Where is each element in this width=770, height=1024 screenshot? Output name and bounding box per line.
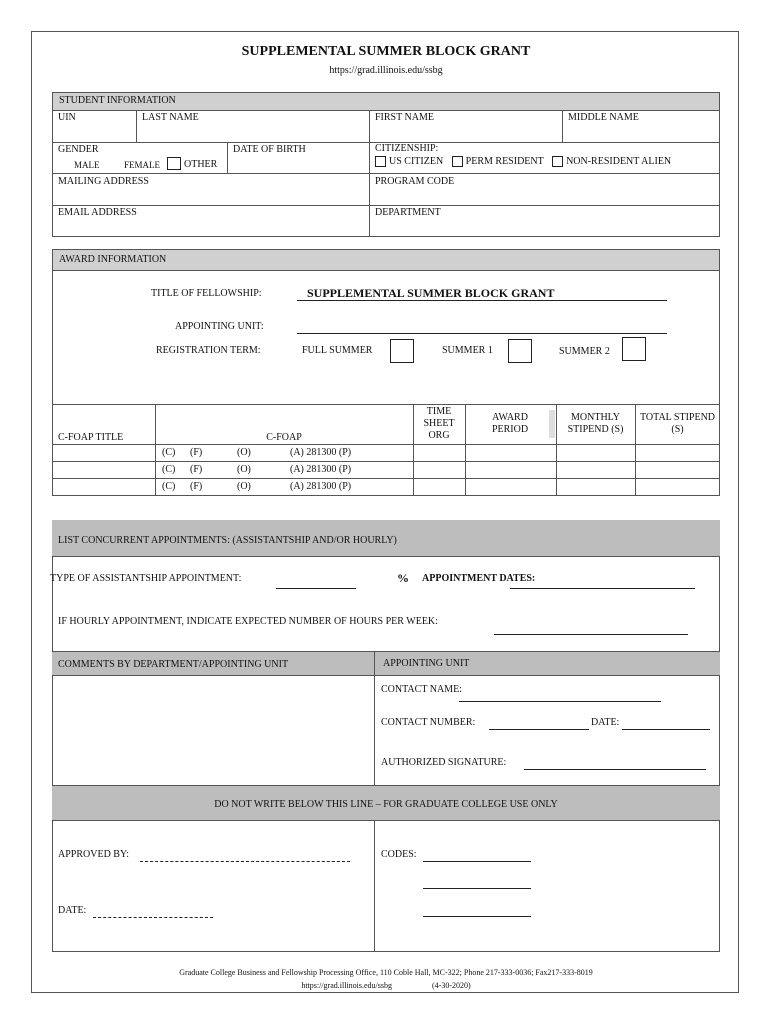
appointing-unit-label: APPOINTING UNIT: [175, 321, 264, 332]
us-citizen-label: US CITIZEN [389, 156, 444, 167]
appointing-unit-header: APPOINTING UNIT [374, 652, 720, 676]
approved-by-label: APPROVED BY: [58, 849, 130, 860]
footer-ref [32, 981, 740, 990]
form-url: https://grad.illinois.edu/ssbg [329, 65, 443, 76]
office-date-input[interactable] [93, 917, 213, 918]
summer1-checkbox[interactable] [508, 339, 532, 363]
fellowship-title-value: SUPPLEMENTAL SUMMER BLOCK GRANT [307, 286, 555, 300]
department-field[interactable]: DEPARTMENT [375, 207, 441, 218]
full-summer-label: FULL SUMMER [302, 345, 373, 356]
hourly-input[interactable] [494, 634, 688, 635]
dob-field[interactable]: DATE OF BIRTH [233, 144, 306, 155]
contact-name-label: CONTACT NAME: [381, 684, 462, 695]
last-name-field[interactable]: LAST NAME [142, 112, 199, 123]
gender-checkbox[interactable] [167, 157, 181, 170]
contact-number-input[interactable] [489, 729, 589, 730]
first-name-field[interactable]: FIRST NAME [375, 112, 434, 123]
contact-number-label: CONTACT NUMBER: [381, 717, 476, 728]
full-summer-checkbox[interactable] [390, 339, 414, 363]
email-field[interactable]: EMAIL ADDRESS [58, 207, 137, 218]
non-resident-checkbox[interactable] [552, 156, 563, 167]
col-total-stipend: TOTAL STIPEND (S) [639, 412, 716, 435]
gender-label: GENDER [58, 144, 99, 155]
footer-date: (4-30-2020) [432, 981, 471, 990]
award-info-header: AWARD INFORMATION [52, 249, 720, 271]
female-option[interactable]: FEMALE [124, 160, 160, 170]
codes-input-2[interactable] [423, 888, 531, 889]
summer1-label: SUMMER 1 [442, 345, 493, 356]
signature-input[interactable] [524, 769, 706, 770]
col-award-period: AWARD PERIOD [491, 412, 529, 435]
hourly-label: IF HOURLY APPOINTMENT, INDICATE EXPECTED NUMBER OF HOURS PER WEEK: [58, 616, 438, 627]
summer2-checkbox[interactable] [622, 337, 646, 361]
fellowship-title-label: TITLE OF FELLOWSHIP: [151, 288, 262, 299]
approved-by-input[interactable] [140, 861, 350, 862]
codes-input-1[interactable] [423, 861, 531, 862]
appointment-dates-input[interactable] [510, 588, 695, 589]
appointment-dates-label: APPOINTMENT DATES: [422, 573, 536, 584]
us-citizen-checkbox[interactable] [375, 156, 386, 167]
footer-office: Graduate College Business and Fellowship Processing Office, 110 Coble Hall, MC-322; Phone 217-333-0036; Fax217-333-8019 [179, 968, 593, 977]
codes-input-3[interactable] [423, 916, 531, 917]
col-timesheet: TIME SHEET ORG [423, 406, 455, 441]
male-option[interactable]: MALE [74, 160, 100, 170]
form-title: SUPPLEMENTAL SUMMER BLOCK GRANT [241, 44, 531, 59]
signature-label: AUTHORIZED SIGNATURE: [381, 757, 507, 768]
col-monthly-stipend: MONTHLY STIPEND (S) [567, 412, 624, 435]
program-code-field[interactable]: PROGRAM CODE [375, 176, 455, 187]
concurrent-header: LIST CONCURRENT APPOINTMENTS: (ASSISTANTSHIP AND/OR HOURLY) [52, 520, 720, 557]
perm-resident-checkbox[interactable] [452, 156, 463, 167]
summer2-label: SUMMER 2 [559, 346, 610, 357]
contact-date-input[interactable] [622, 729, 710, 730]
citizenship-options [375, 156, 671, 167]
codes-label: CODES: [381, 849, 417, 860]
office-use-header: DO NOT WRITE BELOW THIS LINE – FOR GRADUATE COLLEGE USE ONLY [52, 786, 720, 821]
mailing-address-field[interactable]: MAILING ADDRESS [58, 176, 149, 187]
office-date-label: DATE: [58, 905, 87, 916]
contact-name-input[interactable] [459, 701, 661, 702]
registration-term-label: REGISTRATION TERM: [156, 345, 261, 356]
uin-field[interactable]: UIN [58, 112, 76, 123]
middle-name-field[interactable]: MIDDLE NAME [568, 112, 639, 123]
appointing-unit-input[interactable] [297, 333, 667, 334]
other-option[interactable]: OTHER [184, 159, 218, 170]
footer-url: https://grad.illinois.edu/ssbg [301, 981, 392, 990]
student-info-header: STUDENT INFORMATION [52, 92, 720, 111]
contact-date-label: DATE: [591, 717, 620, 728]
col-cfoap: C-FOAP [266, 432, 302, 443]
perm-resident-label: PERM RESIDENT [465, 156, 544, 167]
form-page: SUPPLEMENTAL SUMMER BLOCK GRANT https://grad.illinois.edu/ssbg STUDENT INFORMATION UIN LAST NAME FIRST NAME MIDDLE NAME GENDER MALE FEMALE OTHER DATE OF BIRTH CITIZENSHIP: US CITIZEN PERM RESIDENT NON-RESIDENT ALIEN MAILING ADDRESS PROGRAM CODE EMAIL ADDRESS DEPARTMENT AWARD INFORMATION TITLE OF FELLOWSHIP: SUPPLEMENTAL SUMMER BLOCK GRANT APPOINTING UNIT: REGISTRATION TERM: FULL SUMMER SUMMER 1 SUMMER 2 C-FOAP TITLE C-FOAP TIME SHEET ORG AWARD PERIOD MONTHLY STIPEND (S) TOTAL STIPEND (S) (C) (F) (O) (A) 281300 (P) (C) (F) (O) (A) 281300 (P) (C) (F) (O) (A) 281300 (P) LIST CONCURRENT APPOINTMENTS: (ASSISTANTSHIP AND/OR HOURLY) TYPE OF ASSISTANTSHIP APPOINTMENT: % APPOINTMENT DATES: IF HOURLY APPOINTMENT, INDICATE EXPECTED NUMBER OF HOURS PER WEEK: COMMENTS BY DEPARTMENT/APPOINTING UNIT APPOINTING UNIT CONTACT NAME: CONTACT NUMBER: DATE: AUTHORIZED SIGNATURE: DO NOT WRITE BELOW THIS LINE – FOR GRADUATE COLLEGE USE ONLY APPROVED BY: DATE: CODES: Graduate College Business and Fellowship Processing Office, 110 Coble Hall, MC-322; Phone 217-333-0036; Fax217-333-8019 https://grad.illinois.edu/ssbg (4-30-2020) [31, 31, 739, 993]
col-cfoap-title: C-FOAP TITLE [58, 432, 124, 443]
assistantship-type-input[interactable] [276, 588, 356, 589]
citizenship-label: CITIZENSHIP: [375, 143, 439, 154]
comments-textarea[interactable] [54, 678, 372, 784]
comments-header: COMMENTS BY DEPARTMENT/APPOINTING UNIT [52, 652, 374, 676]
percent-sign: % [397, 571, 409, 585]
assistantship-type-label: TYPE OF ASSISTANTSHIP APPOINTMENT: [50, 573, 242, 584]
non-resident-label: NON-RESIDENT ALIEN [566, 156, 672, 167]
